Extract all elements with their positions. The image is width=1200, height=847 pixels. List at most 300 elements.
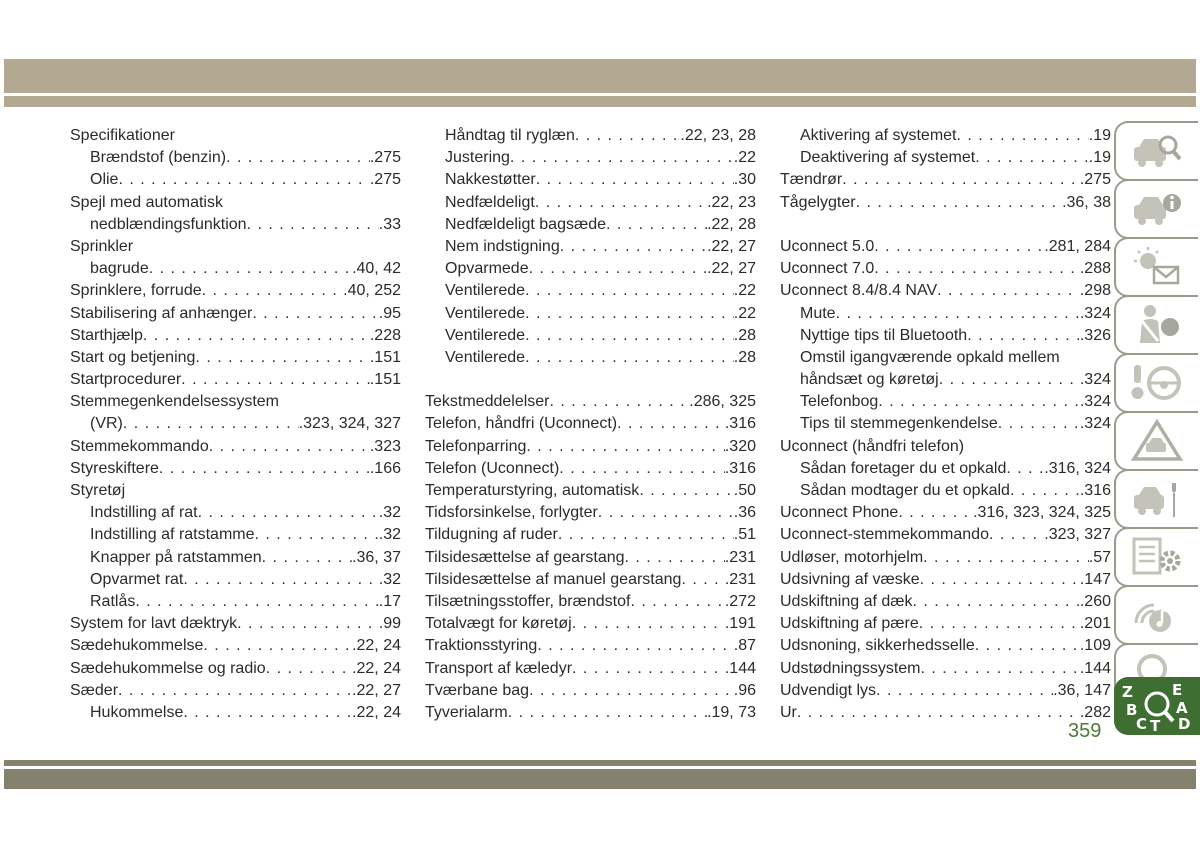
dot-leader xyxy=(856,192,1062,214)
index-entry xyxy=(425,236,756,258)
index-term: Sæder xyxy=(70,681,119,699)
index-entry xyxy=(425,635,756,657)
dot-leader xyxy=(247,214,379,236)
dot-leader xyxy=(939,369,1080,391)
dot-leader xyxy=(252,303,378,325)
page-reference: .17 xyxy=(378,592,401,610)
index-entry xyxy=(70,613,401,635)
page-reference: .40, 42 xyxy=(352,260,401,278)
dot-leader xyxy=(135,591,378,613)
page-reference: .144 xyxy=(1079,659,1111,677)
page-reference: .22, 24 xyxy=(352,659,401,677)
steering-wheel-key-icon xyxy=(1130,361,1184,405)
index-term: Tilsidesættelse af manuel gearstang xyxy=(425,570,682,588)
dot-leader xyxy=(237,613,379,635)
index-term: Uconnect 8.4/8.4 NAV xyxy=(780,282,938,300)
page-reference: .316 xyxy=(724,459,756,477)
index-entry xyxy=(425,147,756,169)
index-entry xyxy=(780,458,1111,480)
index-entry xyxy=(425,413,756,435)
tab-specifications[interactable] xyxy=(1114,527,1198,587)
page-reference: .32 xyxy=(378,526,401,544)
index-entry xyxy=(70,413,401,435)
index-term: Ventilerede xyxy=(445,304,526,322)
page-reference: .316, 323, 324, 325 xyxy=(973,504,1111,522)
index-entry xyxy=(780,236,1111,258)
index-term: Opvarmede xyxy=(445,260,529,278)
dot-leader xyxy=(159,458,370,480)
index-entry xyxy=(425,547,756,569)
page-reference: .166 xyxy=(369,459,401,477)
index-entry xyxy=(780,214,1111,236)
index-term: Tidsforsinkelse, forlygter xyxy=(425,504,598,522)
index-term: Sådan modtager du et opkald xyxy=(800,482,1010,499)
dot-leader xyxy=(529,258,707,280)
page-reference: .87 xyxy=(733,637,756,655)
index-entry xyxy=(425,524,756,546)
page-reference: .95 xyxy=(378,304,401,322)
page-reference: .36, 38 xyxy=(1062,193,1111,211)
index-letter: B xyxy=(1126,701,1138,719)
dot-leader xyxy=(967,325,1080,347)
page-reference: .275 xyxy=(369,171,401,189)
index-term: nedblændingsfunktion xyxy=(90,215,247,233)
dot-leader xyxy=(797,702,1080,724)
index-term: Ventilerede xyxy=(445,348,526,366)
index-term: Start og betjening xyxy=(70,348,196,366)
index-letter: C xyxy=(1136,715,1148,733)
page-reference: .316 xyxy=(1079,482,1111,499)
tab-servicing[interactable] xyxy=(1114,469,1198,529)
page-reference: .281, 284 xyxy=(1044,237,1111,255)
index-entry xyxy=(780,569,1111,591)
dot-leader xyxy=(226,147,370,169)
index-term: (VR) xyxy=(90,415,123,433)
dot-leader xyxy=(202,280,344,302)
dot-leader xyxy=(998,413,1080,435)
dot-leader xyxy=(874,236,1044,258)
dot-leader xyxy=(209,436,370,458)
index-entry xyxy=(70,436,401,458)
dot-leader xyxy=(957,125,1089,147)
page-reference: .282 xyxy=(1079,703,1111,721)
index-entry xyxy=(70,214,401,236)
index-term: Uconnect (håndfri telefon) xyxy=(780,437,965,455)
index-entry xyxy=(780,325,1111,347)
page-reference: .231 xyxy=(724,570,756,588)
dot-leader xyxy=(575,125,681,147)
index-entry xyxy=(425,391,756,413)
page-reference: .298 xyxy=(1079,282,1111,300)
car-magnifier-icon xyxy=(1130,129,1184,173)
index-entry xyxy=(70,347,401,369)
dot-leader xyxy=(920,569,1080,591)
index-entry xyxy=(70,303,401,325)
dot-leader xyxy=(181,369,370,391)
page-reference: .286, 325 xyxy=(689,393,756,411)
index-entry xyxy=(780,303,1111,325)
index-entry xyxy=(425,658,756,680)
index-term: Uconnect 7.0 xyxy=(780,260,875,278)
index-entry xyxy=(425,569,756,591)
page-reference: .323, 327 xyxy=(1044,526,1111,544)
index-term: Indstilling af rat xyxy=(90,504,198,522)
index-entry xyxy=(780,369,1111,391)
index-entry xyxy=(70,502,401,524)
index-term: Stabilisering af anhænger xyxy=(70,304,253,322)
index-term: Tekstmeddelelser xyxy=(425,393,550,411)
index-entry xyxy=(780,169,1111,191)
page-reference: .144 xyxy=(724,659,756,677)
tab-starting-operating[interactable] xyxy=(1114,353,1198,413)
index-entry xyxy=(425,280,756,302)
dot-leader xyxy=(876,680,1053,702)
dot-leader xyxy=(149,258,352,280)
dot-leader xyxy=(266,658,352,680)
index-term: Uconnect 5.0 xyxy=(780,237,875,255)
index-term: Sådan foretager du et opkald xyxy=(800,459,1007,477)
index-entry xyxy=(780,147,1111,169)
index-entry xyxy=(425,325,756,347)
index-entry xyxy=(70,391,401,413)
index-entry xyxy=(425,303,756,325)
index-entry xyxy=(70,125,401,147)
index-term: Sprinkler xyxy=(70,237,134,255)
index-entry xyxy=(425,591,756,613)
index-entry xyxy=(70,169,401,191)
car-info-icon xyxy=(1130,187,1184,231)
index-entry xyxy=(70,258,401,280)
page-reference: .323, 324, 327 xyxy=(298,415,401,433)
dot-leader xyxy=(1010,480,1080,502)
dot-leader xyxy=(118,680,352,702)
page-reference: .324 xyxy=(1079,371,1111,389)
dot-leader xyxy=(118,169,369,191)
index-term: Udskiftning af dæk xyxy=(780,592,913,610)
index-entry xyxy=(780,413,1111,435)
index-letter: A xyxy=(1176,699,1188,717)
index-term: Udsivning af væske xyxy=(780,570,920,588)
index-entry xyxy=(780,280,1111,302)
index-term: Totalvægt for køretøj xyxy=(425,615,572,633)
page-reference: .19 xyxy=(1088,127,1111,144)
index-entry xyxy=(425,369,756,391)
index-entry xyxy=(425,214,756,236)
index-term: Nedfældeligt xyxy=(445,193,535,211)
dot-leader xyxy=(617,413,725,435)
page-reference: .22 xyxy=(733,149,756,167)
index-entry xyxy=(70,635,401,657)
page-reference: .36, 147 xyxy=(1053,681,1111,699)
index-term: Ratlås xyxy=(90,592,136,610)
index-entry xyxy=(425,125,756,147)
index-term: Aktivering af systemet xyxy=(800,127,957,144)
index-term: Tyverialarm xyxy=(425,703,508,721)
index-term: Olie xyxy=(90,171,119,189)
dot-leader xyxy=(989,524,1044,546)
index-term: Nyttige tips til Bluetooth xyxy=(800,326,968,344)
index-term: Stemmekommando xyxy=(70,437,209,455)
page-reference: .19 xyxy=(1088,149,1111,167)
index-term: Nem indstigning xyxy=(445,237,560,255)
tab-safety[interactable] xyxy=(1114,295,1198,355)
index-term: Telefonparring xyxy=(425,437,527,455)
page-reference: .22, 27 xyxy=(707,237,756,255)
index-term: Nakkestøtter xyxy=(445,171,536,189)
dot-leader xyxy=(630,591,724,613)
page-reference: .28 xyxy=(733,348,756,366)
index-entry xyxy=(70,480,401,502)
index-term: Udløser, motorhjelm xyxy=(780,548,924,566)
index-entry xyxy=(70,147,401,169)
index-entry xyxy=(70,702,401,724)
page-reference: .109 xyxy=(1079,637,1111,655)
page-reference: .147 xyxy=(1079,570,1111,588)
index-term: Tændrør xyxy=(780,171,843,189)
seatbelt-airbag-icon xyxy=(1130,303,1184,347)
tab-car-info[interactable] xyxy=(1114,179,1198,239)
index-entry xyxy=(780,125,1111,147)
index-term: Ventilerede xyxy=(445,326,526,344)
index-entry xyxy=(70,236,401,258)
index-entry xyxy=(70,458,401,480)
index-term: Styretøj xyxy=(70,482,126,499)
index-term: Styreskiftere xyxy=(70,459,159,477)
dot-leader xyxy=(525,280,734,302)
page-reference: .22, 24 xyxy=(352,637,401,655)
index-term: Traktionsstyring xyxy=(425,637,538,655)
index-column-1 xyxy=(70,125,401,724)
index-entry xyxy=(425,192,756,214)
dot-leader xyxy=(606,214,707,236)
page-reference: .22 xyxy=(733,282,756,300)
car-service-icon xyxy=(1130,477,1184,521)
dot-leader xyxy=(198,502,379,524)
dot-leader xyxy=(923,547,1089,569)
dot-leader xyxy=(559,458,725,480)
dot-leader xyxy=(536,169,734,191)
tab-car-inspection[interactable] xyxy=(1114,121,1198,181)
dot-leader xyxy=(195,347,369,369)
dot-leader xyxy=(913,591,1080,613)
index-entry xyxy=(425,613,756,635)
index-entry xyxy=(70,547,401,569)
tab-multimedia[interactable] xyxy=(1114,585,1198,645)
page-reference: .22, 23, 28 xyxy=(680,127,756,144)
dot-leader xyxy=(183,569,378,591)
index-term: Telefonbog xyxy=(800,393,879,411)
dot-leader xyxy=(143,325,370,347)
dot-leader xyxy=(874,258,1080,280)
page-reference: .32 xyxy=(378,504,401,522)
index-term: Mute xyxy=(800,304,836,322)
dot-leader xyxy=(878,391,1080,413)
page-reference: .22, 27 xyxy=(707,260,756,278)
footer-stripe xyxy=(4,760,1196,766)
page-reference: .326 xyxy=(1079,326,1111,344)
index-term: Brændstof (benzin) xyxy=(90,149,227,167)
page-reference: .36, 37 xyxy=(352,548,401,566)
index-term: Tilsætningsstoffer, brændstof xyxy=(425,592,631,610)
index-term: Specifikationer xyxy=(70,127,175,144)
index-entry xyxy=(780,635,1111,657)
page-reference: .19, 73 xyxy=(707,703,756,721)
index-term: Telefon, håndfri (Uconnect) xyxy=(425,415,618,433)
page-reference: .22 xyxy=(733,304,756,322)
index-entry xyxy=(780,258,1111,280)
index-term: håndsæt og køretøj xyxy=(800,371,939,389)
index-entry xyxy=(70,680,401,702)
index-term: Tågelygter xyxy=(780,193,856,211)
page-reference: .275 xyxy=(1079,171,1111,189)
page-reference: .316 xyxy=(724,415,756,433)
index-entry xyxy=(780,613,1111,635)
index-letter: D xyxy=(1178,715,1191,733)
page-reference: .324 xyxy=(1079,393,1111,411)
index-term: Ventilerede xyxy=(445,282,526,300)
index-term: Spejl med automatisk xyxy=(70,193,223,211)
page-reference: .191 xyxy=(724,615,756,633)
page-reference: .22, 27 xyxy=(352,681,401,699)
index-term: Udskiftning af pære xyxy=(780,615,919,633)
warning-lights-icon xyxy=(1130,245,1184,289)
page-reference: .50 xyxy=(733,482,756,499)
index-term: Stemmegenkendelsessystem xyxy=(70,393,279,411)
index-term: Nedfældeligt bagsæde xyxy=(445,215,606,233)
page-reference: .151 xyxy=(369,348,401,366)
index-term: Udsnoning, sikkerhedsselle xyxy=(780,637,975,655)
index-term: Udvendigt lys xyxy=(780,681,877,699)
dot-leader xyxy=(842,169,1080,191)
index-entry xyxy=(780,591,1111,613)
multimedia-icon xyxy=(1130,593,1184,637)
index-column-3 xyxy=(780,125,1111,724)
index-entry xyxy=(780,680,1111,702)
page-reference: .275 xyxy=(369,149,401,167)
page-reference: .22, 24 xyxy=(352,703,401,721)
index-entry xyxy=(70,658,401,680)
dot-leader xyxy=(937,280,1080,302)
index-term: Tværbane bag xyxy=(425,681,530,699)
footer-band xyxy=(4,769,1196,789)
dot-leader xyxy=(975,147,1089,169)
page-reference: .260 xyxy=(1079,592,1111,610)
page-reference: .201 xyxy=(1079,615,1111,633)
index-term: Startprocedurer xyxy=(70,371,182,389)
index-term: Telefon (Uconnect) xyxy=(425,459,560,477)
index-entry xyxy=(70,569,401,591)
index-term: Opvarmet rat xyxy=(90,570,184,588)
index-term: Deaktivering af systemet xyxy=(800,149,976,167)
index-entry xyxy=(70,192,401,214)
tab-index-active[interactable] xyxy=(1114,677,1200,735)
index-entry xyxy=(425,458,756,480)
dot-leader xyxy=(525,347,734,369)
index-entry xyxy=(780,658,1111,680)
dot-leader xyxy=(510,147,734,169)
dot-leader xyxy=(529,680,734,702)
dot-leader xyxy=(255,524,379,546)
index-term: Ur xyxy=(780,703,797,721)
index-term: Tips til stemmegenkendelse xyxy=(800,415,998,433)
index-term: Sædehukommelse og radio xyxy=(70,659,266,677)
page-reference: .22, 23 xyxy=(707,193,756,211)
dot-leader xyxy=(560,236,707,258)
dot-leader xyxy=(535,192,707,214)
index-term: Sprinklere, forrude xyxy=(70,282,202,300)
page-reference: .99 xyxy=(378,615,401,633)
page-reference: .323 xyxy=(369,437,401,455)
dot-leader xyxy=(919,613,1080,635)
page-reference: .28 xyxy=(733,326,756,344)
index-entry xyxy=(780,524,1111,546)
dot-leader xyxy=(525,325,734,347)
tab-in-case-of-emergency[interactable] xyxy=(1114,411,1198,471)
page-reference: .51 xyxy=(733,526,756,544)
dot-leader xyxy=(921,658,1080,680)
page-reference: .272 xyxy=(724,592,756,610)
index-entry xyxy=(425,436,756,458)
index-entry xyxy=(780,702,1111,724)
page-reference: .231 xyxy=(724,548,756,566)
page-reference: .22, 28 xyxy=(707,215,756,233)
dot-leader xyxy=(836,303,1080,325)
page-reference: .316, 324 xyxy=(1044,459,1111,477)
index-term: Starthjælp xyxy=(70,326,143,344)
dot-leader xyxy=(558,524,734,546)
dot-leader xyxy=(598,502,734,524)
page-reference: .40, 252 xyxy=(343,282,401,300)
header-band xyxy=(4,59,1196,93)
index-letter: Z xyxy=(1122,683,1133,701)
index-term: Tilsidesættelse af gearstang xyxy=(425,548,625,566)
dot-leader xyxy=(625,547,725,569)
index-term: Sædehukommelse xyxy=(70,637,204,655)
index-entry xyxy=(780,480,1111,502)
index-entry xyxy=(425,258,756,280)
index-entry xyxy=(70,325,401,347)
road-warning-icon xyxy=(1130,419,1184,463)
index-entry xyxy=(70,369,401,391)
index-entry xyxy=(70,591,401,613)
page-reference: .324 xyxy=(1079,304,1111,322)
index-letter: T xyxy=(1150,717,1161,735)
dot-leader xyxy=(975,635,1080,657)
index-term: System for lavt dæktryk xyxy=(70,615,238,633)
index-letter: E xyxy=(1172,681,1183,699)
index-term: Temperaturstyring, automatisk xyxy=(425,482,640,499)
index-entry xyxy=(425,480,756,502)
tab-warning-lights[interactable] xyxy=(1114,237,1198,297)
index-term: Tildugning af ruder xyxy=(425,526,558,544)
dot-leader xyxy=(572,613,725,635)
index-term: Knapper på ratstammen xyxy=(90,548,262,566)
index-entry xyxy=(425,502,756,524)
index-term: Justering xyxy=(445,149,510,167)
page-reference: .36 xyxy=(733,504,756,522)
index-entry xyxy=(780,391,1111,413)
index-entry xyxy=(780,502,1111,524)
index-entry xyxy=(780,347,1111,369)
page-reference: .320 xyxy=(724,437,756,455)
dot-leader xyxy=(550,391,690,413)
dot-leader xyxy=(183,702,352,724)
page-reference: .30 xyxy=(733,171,756,189)
index-term: Indstilling af ratstamme xyxy=(90,526,255,544)
dot-leader xyxy=(898,502,973,524)
index-entry xyxy=(70,524,401,546)
header-stripe xyxy=(4,96,1196,107)
